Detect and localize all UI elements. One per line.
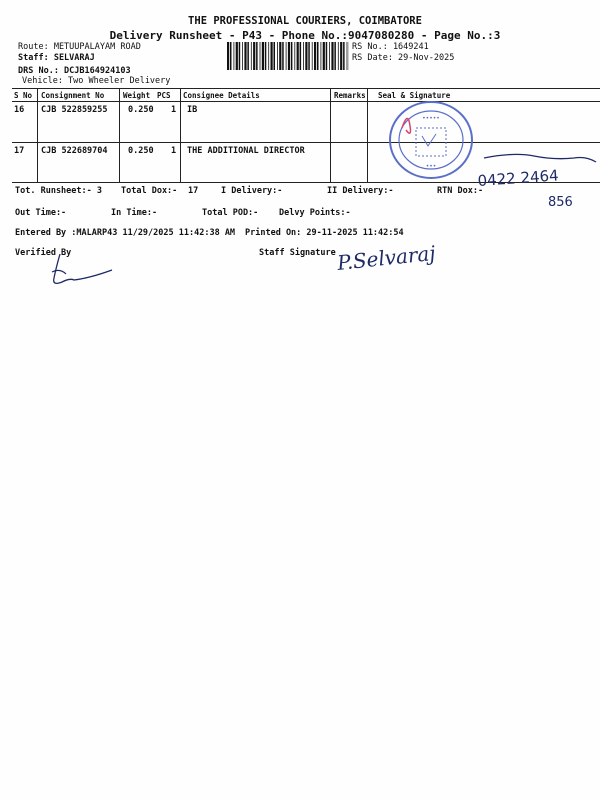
col-divider bbox=[180, 88, 181, 182]
runsheet-subtitle: Delivery Runsheet - P43 - Phone No.:9047080280 - Page No.:3 bbox=[109, 29, 501, 42]
header-pcs: PCS bbox=[157, 91, 171, 100]
header-remarks: Remarks bbox=[334, 91, 366, 100]
tot-runsheet: Tot. Runsheet:- 3 bbox=[15, 186, 102, 196]
header-consignment: Consignment No bbox=[41, 91, 105, 100]
rs-no-text: RS No.: 1649241 bbox=[352, 42, 429, 52]
table-top-border bbox=[12, 88, 600, 89]
header-sno: S No bbox=[14, 91, 33, 100]
staff-text: Staff: SELVARAJ bbox=[18, 53, 95, 63]
drs-text: DRS No.: DCJB164924103 bbox=[18, 66, 131, 76]
staff-signature-label: Staff Signature bbox=[259, 248, 336, 258]
barcode-image bbox=[227, 42, 349, 70]
header-consignee: Consignee Details bbox=[183, 91, 260, 100]
staff-signature-image bbox=[334, 236, 464, 282]
rs-date-text: RS Date: 29-Nov-2025 bbox=[352, 53, 455, 63]
out-time: Out Time:- bbox=[15, 208, 67, 218]
table-header-border bbox=[12, 101, 600, 102]
ii-delivery: II Delivery:- bbox=[327, 186, 394, 196]
vehicle-text: Vehicle: Two Wheeler Delivery bbox=[22, 76, 171, 86]
delvy-points: Delvy Points:- bbox=[279, 208, 351, 218]
total-pod: Total POD:- bbox=[202, 208, 259, 218]
verified-by-label: Verified By bbox=[15, 248, 72, 258]
col-divider bbox=[330, 88, 331, 182]
row-pcs: 1 bbox=[171, 146, 177, 156]
svg-text:•••••: ••••• bbox=[422, 115, 440, 122]
row-pcs: 1 bbox=[171, 105, 177, 115]
route-text: Route: METUUPALAYAM ROAD bbox=[18, 42, 141, 52]
row-consignment: CJB 522859255 bbox=[41, 105, 108, 115]
rtn-dox: RTN Dox:- bbox=[437, 186, 484, 196]
col-divider bbox=[119, 88, 120, 182]
row-consignee: IB bbox=[187, 105, 198, 115]
i-delivery: I Delivery:- bbox=[221, 186, 283, 196]
phone-note-text-2: 856 bbox=[548, 195, 573, 210]
handwritten-phone-note bbox=[474, 150, 600, 212]
total-dox-value: 17 bbox=[188, 186, 199, 196]
seal-stamp-image bbox=[388, 100, 474, 180]
row-consignment: CJB 522689704 bbox=[41, 146, 108, 156]
printed-on: Printed On: 29-11-2025 11:42:54 bbox=[245, 228, 404, 238]
verifier-signature bbox=[40, 250, 120, 290]
header-weight: Weight bbox=[123, 91, 151, 100]
col-divider bbox=[37, 88, 38, 182]
col-divider bbox=[367, 88, 368, 182]
staff-signature-text: P.Selvaraj bbox=[336, 240, 437, 275]
company-title: THE PROFESSIONAL COURIERS, COIMBATORE bbox=[188, 15, 422, 27]
row-divider bbox=[12, 142, 600, 143]
svg-text:•••: ••• bbox=[425, 163, 437, 170]
row-sno: 17 bbox=[14, 146, 25, 156]
row-weight: 0.250 bbox=[128, 146, 154, 156]
phone-note-text: 0422 2464 bbox=[477, 166, 560, 190]
in-time: In Time:- bbox=[111, 208, 158, 218]
total-dox-label: Total Dox:- bbox=[121, 186, 178, 196]
row-weight: 0.250 bbox=[128, 105, 154, 115]
row-consignee: THE ADDITIONAL DIRECTOR bbox=[187, 146, 305, 156]
entered-by: Entered By :MALARP43 11/29/2025 11:42:38 AM bbox=[15, 228, 236, 238]
header-seal-signature: Seal & Signature bbox=[378, 91, 451, 100]
row-sno: 16 bbox=[14, 105, 25, 115]
